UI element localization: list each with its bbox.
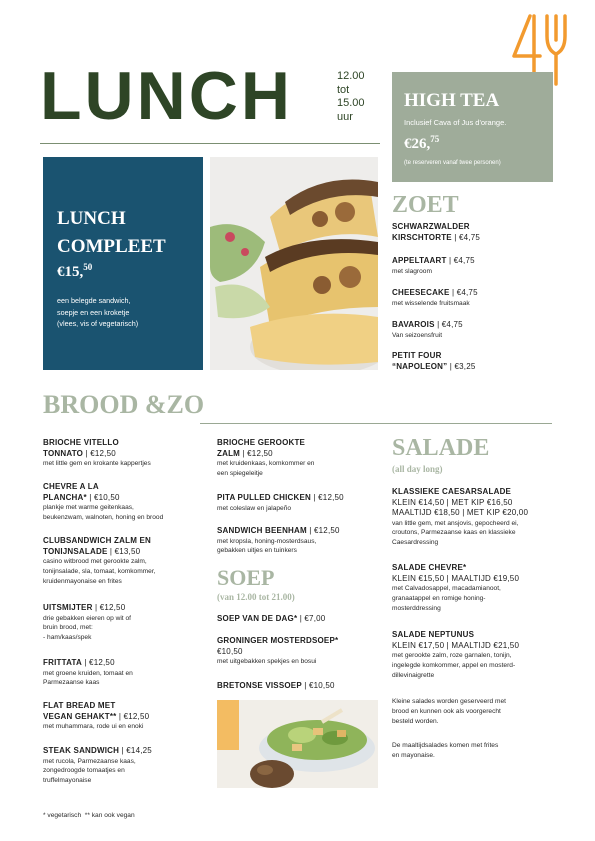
opening-hours: 12.00 tot 15.00 uur (337, 70, 365, 123)
salad-illustration (217, 700, 378, 788)
lunch-compleet-price: €15,50 (57, 262, 93, 280)
menu-item-caesarsalade: KLASSIEKE CAESARSALADE KLEIN €14,50 | MET KIP €16,50 MAALTIJD €18,50 | MET KIP €20,00 van little gem, met ansjovis, gepocheerd ei, croutons, Parmezaanse kaas en klassieke Caesardressing (392, 487, 529, 547)
lunch-compleet-box (43, 157, 203, 370)
brood-heading: BROOD &ZO (43, 390, 205, 419)
sandwich-illustration (210, 157, 378, 370)
menu-item-salade-chevre: SALADE CHEVRE* KLEIN €15,50 | MAALTIJD €19,50 met Calvadosappel, macadamianoot, granaatappel en romige honing- mosterddressing (392, 563, 520, 612)
menu-item-bretonse-vissoep: BRETONSE VISSOEP | €10,50 (217, 681, 335, 690)
page-title: LUNCH (40, 58, 293, 134)
menu-item-steak-sandwich: STEAK SANDWICH | €14,25 met rucola, Parmezaanse kaas, zongedroogde tomaatjes en truffelmayonaise (43, 746, 152, 785)
salade-note-kleine: Kleine salades worden geserveerd met brood en kunnen ook als voorgerecht besteld worden. (392, 698, 506, 725)
lunch-compleet-description: een belegde sandwich, soepje en een kroketje (vlees, vis of vegetarisch) (57, 296, 139, 328)
menu-item-soep-van-de-dag: SOEP VAN DE DAG* | €7,00 (217, 614, 326, 623)
menu-item-chevre-plancha: CHEVRE A LA PLANCHA* | €10,50 plankje met warme geitenkaas, beukenzwam, walnoten, honing en brood (43, 482, 164, 521)
high-tea-box (392, 72, 553, 182)
high-tea-subtitle: Inclusief Cava of Jus d'orange. (404, 118, 507, 127)
salade-subheading: (all day long) (392, 464, 443, 474)
salade-note-maaltijd: De maaltijdsalades komen met frites en mayonaise. (392, 742, 499, 759)
menu-item-frittata: FRITTATA | €12,50 met groene kruiden, tomaat en Parmezaanse kaas (43, 658, 133, 687)
menu-item-appeltaart: APPELTAART | €4,75 met slagroom (392, 256, 475, 275)
soep-subheading: (van 12.00 tot 21.00) (217, 592, 295, 602)
menu-item-pita-pulled-chicken: PITA PULLED CHICKEN | €12,50 met coleslaw en jalapeño (217, 493, 344, 512)
soep-heading: SOEP (217, 565, 275, 590)
menu-item-salade-neptunus: SALADE NEPTUNUS KLEIN €17,50 | MAALTIJD €21,50 met gerookte zalm, roze garnalen, tonijn, ingelegde komkommer, appel en mosterd- dillevinaigrette (392, 630, 520, 679)
header-divider (40, 143, 380, 144)
sandwich-photo (210, 157, 378, 370)
high-tea-title: HIGH TEA (404, 90, 500, 111)
high-tea-price: €26,75 (404, 134, 440, 152)
high-tea-note: (te reserveren vanaf twee personen) (404, 160, 501, 166)
menu-item-brioche-zalm: BRIOCHE GEROOKTE ZALM | €12,50 met kruidenkaas, komkommer en een spiegeleitje (217, 438, 315, 477)
menu-item-flat-bread: FLAT BREAD MET VEGAN GEHAKT** | €12,50 met muhammara, rode ui en enoki (43, 701, 150, 730)
brood-divider (200, 423, 552, 424)
footnote: * vegetarisch ** kan ook vegan (43, 812, 135, 819)
lunch-compleet-title: LUNCH COMPLEET (57, 208, 166, 257)
menu-item-clubsandwich: CLUBSANDWICH ZALM EN TONIJNSALADE | €13,50 casino witbrood met gerookte zalm, tonijnsalade, sla, tomaat, komkommer, kruidenmayonaise en frites (43, 536, 156, 585)
menu-item-petit-four: PETIT FOUR “NAPOLEON” | €3,25 (392, 351, 476, 371)
salad-photo (217, 700, 378, 788)
salade-heading: SALADE (392, 435, 490, 461)
menu-item-brioche-vitello: BRIOCHE VITELLO TONNATO | €12,50 met little gem en krokante kappertjes (43, 438, 151, 467)
zoet-heading: ZOET (392, 192, 459, 218)
menu-item-schwarzwalder: SCHWARZWALDER KIRSCHTORTE | €4,75 (392, 222, 480, 242)
menu-item-sandwich-beenham: SANDWICH BEENHAM | €12,50 met kropsla, honing-mosterdsaus, gebakken uitjes en tuinkers (217, 526, 340, 555)
menu-item-cheesecake: CHEESECAKE | €4,75 met wisselende fruitsmaak (392, 288, 478, 307)
menu-item-bavarois: BAVAROIS | €4,75 Van seizoensfruit (392, 320, 463, 339)
menu-item-uitsmijter: UITSMIJTER | €12,50 drie gebakken eieren op wit of bruin brood, met: - ham/kaas/spek (43, 603, 131, 642)
menu-item-mosterdsoep: GRONINGER MOSTERDSOEP* €10,50 met uitgebakken spekjes en bosui (217, 636, 339, 665)
